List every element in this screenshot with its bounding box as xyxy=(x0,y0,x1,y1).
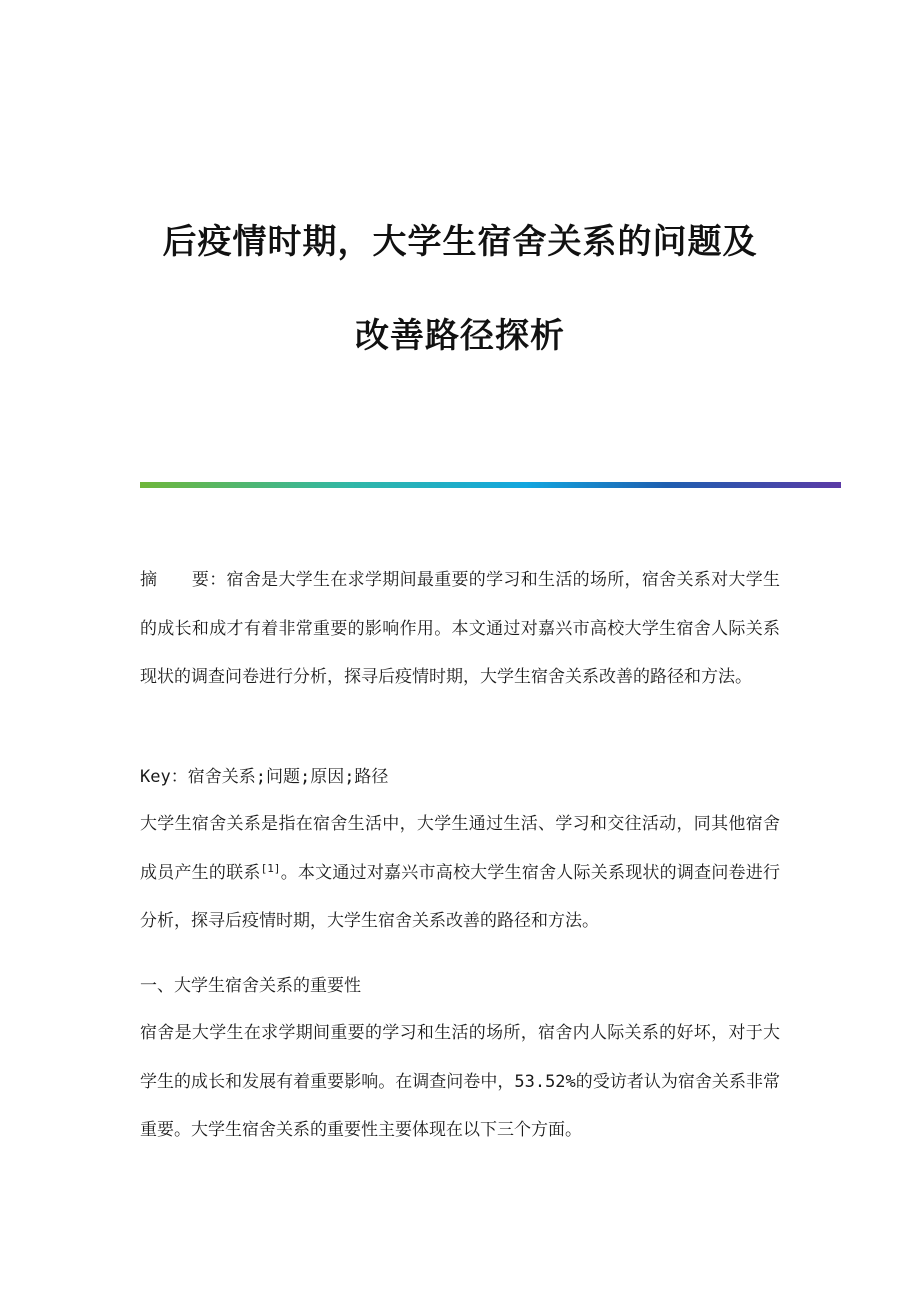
document-title-line-2: 改善路径探析 xyxy=(355,316,565,356)
keywords-line xyxy=(140,753,780,802)
section-paragraph: 宿舍是大学生在求学期间重要的学习和生活的场所，宿舍内人际关系的好坏，对于大学生的成长和发展有着重要影响。在调查问卷中，53.52%的受访者认为宿舍关系非常重要。大学生宿舍关系的重要性主要体现在以下三个方面。 xyxy=(140,1023,780,1140)
keywords-label: Key： xyxy=(140,767,188,787)
intro-text-after: 。本文通过对嘉兴市高校大学生宿舍人际关系现状的调查问卷进行分析，探寻后疫情时期，大学生宿舍关系改善的路径和方法。 xyxy=(140,862,781,931)
document-title-line-1: 后疫情时期，大学生宿舍关系的问题及 xyxy=(162,222,758,262)
abstract-paragraph xyxy=(140,556,780,702)
keywords-text: 宿舍关系;问题;原因;路径 xyxy=(187,767,389,787)
intro-paragraph xyxy=(140,800,780,946)
citation-link[interactable]: [1] xyxy=(260,861,281,875)
abstract-label: 摘 要： xyxy=(140,570,227,590)
abstract-text: 宿舍是大学生在求学期间最重要的学习和生活的场所，宿舍关系对大学生的成长和成才有着非常重要的影响作用。本文通过对嘉兴市高校大学生宿舍人际关系现状的调查问卷进行分析，探寻后疫情时期，大学生宿舍关系改善的路径和方法。 xyxy=(140,570,781,687)
intro-text-before: 大学生宿舍关系是指在宿舍生活中，大学生通过生活、学习和交往活动，同其他宿舍成员产生的联系 xyxy=(140,814,780,883)
gradient-divider xyxy=(140,482,841,488)
section-heading: 一、大学生宿舍关系的重要性 xyxy=(140,976,361,996)
